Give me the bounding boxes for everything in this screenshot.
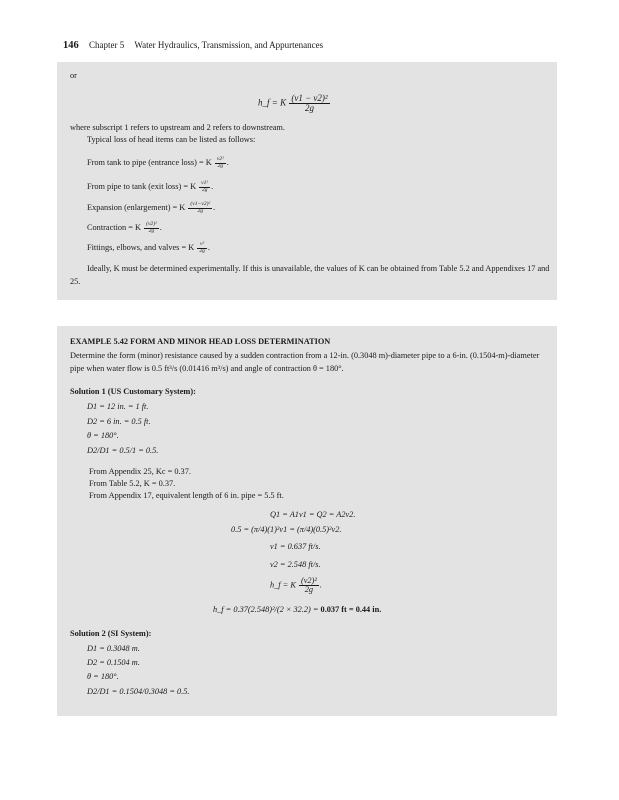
given-line: D2/D1 = 0.5/1 = 0.5. — [87, 446, 159, 455]
result-expression: h_f = 0.37(2.548)²/(2 × 32.2) = — [213, 605, 321, 614]
given-line: D2 = 0.1504 m. — [87, 658, 140, 667]
hf-denominator: 2g — [304, 103, 314, 113]
from-line: From Appendix 25, Kc = 0.37. — [89, 467, 191, 476]
hf-v2-fraction: $\frac{\text{(v2)²}}{2g}$ — [300, 576, 317, 595]
loss-item: Fittings, elbows, and valves = K $\frac{\text{v²}}{2g}$ . — [87, 241, 210, 254]
page-number: 146 — [63, 40, 79, 51]
loss-item: Contraction = K $\frac{\text{(v2)²}}{2g}$ . — [87, 221, 162, 234]
loss-item-label: From tank to pipe (entrance loss) = K — [87, 158, 212, 167]
loss-item-fraction: $\frac{\text{v1²}}{2g}$ — [201, 180, 209, 193]
loss-item-fraction: $\frac{\text{v2²}}{2g}$ — [216, 156, 224, 169]
hf-v2-lhs: h_f = K — [270, 580, 296, 590]
equation-line: v2 = 2.548 ft/s. — [270, 560, 321, 569]
loss-item: Expansion (enlargement) = K $\frac{\text{(v1−v2)²}}{2g}$ . — [87, 201, 216, 214]
chapter-title: Water Hydraulics, Transmission, and Appurtenances — [134, 40, 324, 50]
equation-line: 0.5 = (π/4)(1)²v1 = (π/4)(0.5)²v2. — [231, 525, 342, 534]
given-line: D1 = 0.3048 m. — [87, 644, 140, 653]
loss-item-label: Fittings, elbows, and valves = K — [87, 243, 195, 252]
example-title: EXAMPLE 5.42 FORM AND MINOR HEAD LOSS DETERMINATION — [70, 337, 331, 346]
loss-item-fraction: $\frac{\text{(v2)²}}{2g}$ — [146, 221, 157, 234]
loss-item: From pipe to tank (exit loss) = K $\frac{\text{v1²}}{2g}$ . — [87, 180, 214, 193]
hf-lhs: h_f = K — [258, 97, 287, 108]
given-line: θ = 180°. — [87, 672, 119, 681]
given-line: θ = 180°. — [87, 431, 119, 440]
solution2-heading: Solution 2 (SI System): — [70, 629, 152, 638]
solution1-heading: Solution 1 (US Customary System): — [70, 387, 196, 396]
hf-numerator: (v1 − v2)² — [291, 93, 328, 103]
where-line: where subscript 1 refers to upstream and 2 refers to downstream. — [70, 123, 285, 132]
result-value: 0.037 ft = 0.44 in. — [320, 605, 382, 614]
typical-line: Typical loss of head items can be listed as follows: — [87, 135, 256, 144]
or-text: or — [70, 71, 77, 80]
hf-v2-equation: h_f = K $\frac{\text{(v2)²}}{2g}$ . — [270, 576, 322, 595]
given-line: D2 = 6 in. = 0.5 ft. — [87, 417, 151, 426]
hf-equation — [258, 94, 331, 113]
loss-item-fraction: $\frac{\text{v²}}{2g}$ — [199, 241, 205, 254]
page-header — [63, 40, 323, 51]
loss-item: From tank to pipe (entrance loss) = K $\frac{\text{v2²}}{2g}$ . — [87, 156, 229, 169]
loss-item-label: Contraction = K — [87, 223, 141, 232]
chapter-label: Chapter 5 — [89, 40, 125, 50]
result-line — [213, 606, 381, 614]
from-line: From Appendix 17, equivalent length of 6 in. pipe = 5.5 ft. — [89, 491, 284, 500]
equation-line: Q1 = A1v1 = Q2 = A2v2. — [270, 510, 356, 519]
given-line: D2/D1 = 0.1504/0.3048 = 0.5. — [87, 687, 190, 696]
from-line: From Table 5.2, K = 0.37. — [89, 479, 176, 488]
ideally-paragraph: Ideally, K must be determined experimentally. If this is unavailable, the values of K can be obtained from Table 5.2 and Appendixes 17 and 25. — [70, 264, 550, 286]
example-statement: Determine the form (minor) resistance caused by a sudden contraction from a 12-in. (0.3048 m)-diameter pipe to a 6-in. (0.1504-m)-diameter pipe when water flow is 0.5 ft³/s (0.01416 m³/s) and angle of contraction θ = 180°. — [70, 351, 540, 373]
loss-item-label: From pipe to tank (exit loss) = K — [87, 182, 197, 191]
hf-fraction — [289, 94, 329, 113]
equation-line: v1 = 0.637 ft/s. — [270, 542, 321, 551]
loss-item-fraction: $\frac{\text{(v1−v2)²}}{2g}$ — [190, 201, 211, 214]
loss-item-label: Expansion (enlargement) = K — [87, 203, 186, 212]
given-line: D1 = 12 in. = 1 ft. — [87, 402, 149, 411]
